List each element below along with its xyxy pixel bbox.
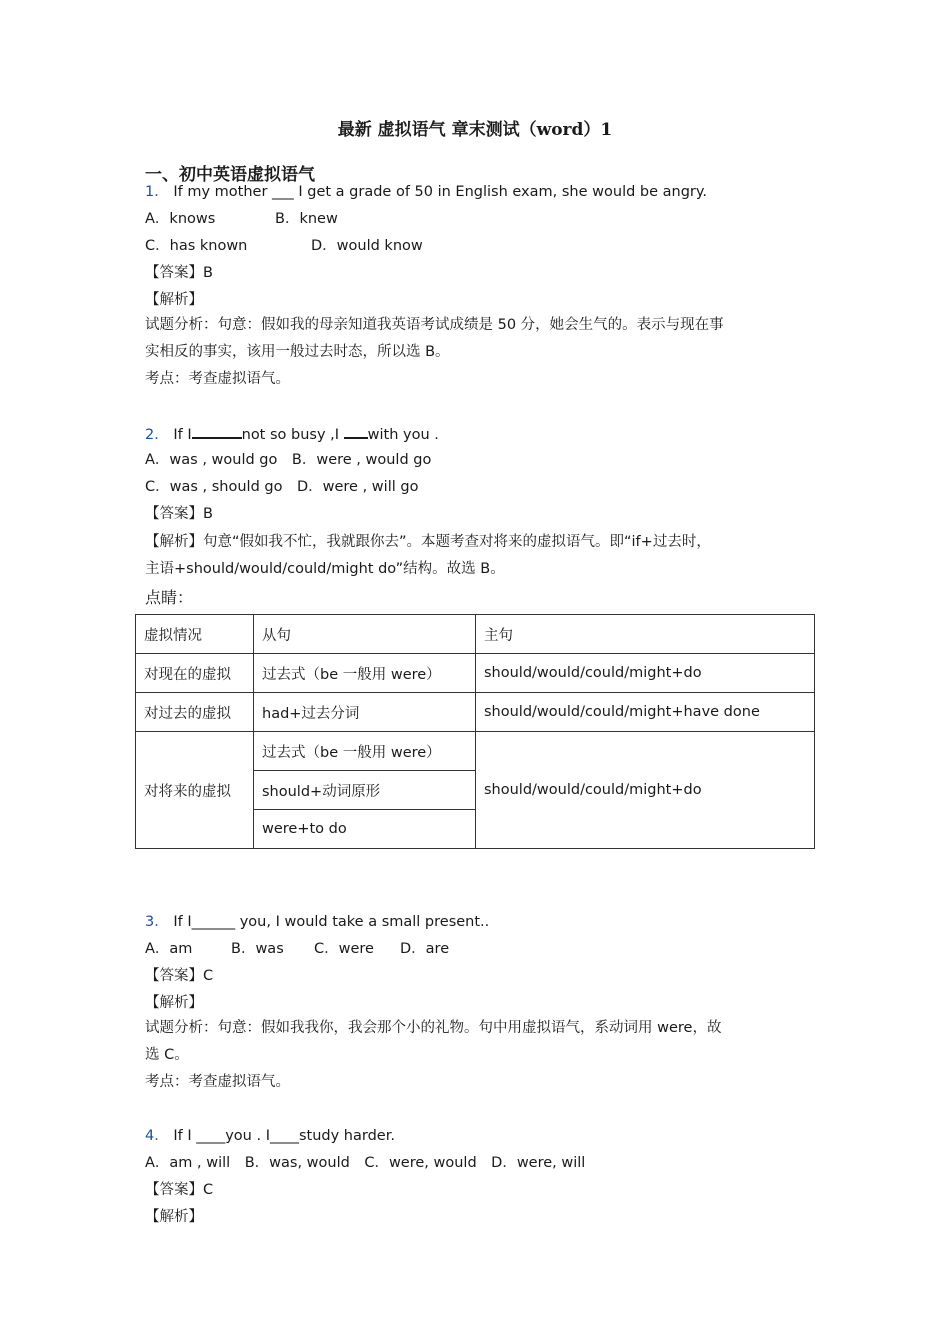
option-b: B．knew <box>275 211 338 227</box>
section-heading: 一、初中英语虚拟语气 <box>145 165 315 185</box>
table-cell: 对将来的虚拟 <box>136 732 254 849</box>
question-1-options-ab <box>145 209 338 229</box>
question-4-options: A．am , will B．was, would C．were, would D．were, will <box>145 1155 586 1171</box>
question-3-text: If I______ you, I would take a small present.. <box>173 914 490 930</box>
analysis-2-line-2: 主语+should/would/could/might do”结构。故选 B。 <box>145 561 505 577</box>
analysis-1-line-1: 试题分析：句意：假如我的母亲知道我英语考试成绩是 50 分，她会生气的。表示与现在事 <box>145 317 724 333</box>
question-1-text: If my mother ___ I get a grade of 50 in English exam, she would be angry. <box>173 184 708 200</box>
question-2-text-c: with you . <box>367 427 439 443</box>
table-cell: were+to do <box>254 810 476 849</box>
document-title: 最新 虚拟语气 章末测试（word）1 <box>337 120 613 140</box>
table-cell: should/would/could/might+do <box>476 732 815 849</box>
analysis-2-line-1: 【解析】句意“假如我不忙，我就跟你去”。本题考查对将来的虚拟语气。即“if+过去时， <box>145 534 711 550</box>
question-3 <box>145 912 489 932</box>
option-c: C．has known <box>145 238 248 254</box>
question-3-options <box>145 939 449 959</box>
option-b: B．was <box>231 941 284 957</box>
option-a: A．knows <box>145 211 216 227</box>
table-row <box>136 654 815 693</box>
option-a: A．am <box>145 941 193 957</box>
blank-2 <box>344 423 368 439</box>
table-header-clause: 从句 <box>254 615 476 654</box>
table-row <box>136 693 815 732</box>
table-cell: 对现在的虚拟 <box>136 654 254 693</box>
answer-2: 【答案】B <box>145 506 213 522</box>
table-cell: had+过去分词 <box>254 693 476 732</box>
question-3-number: 3． <box>145 914 169 930</box>
question-1-number: 1． <box>145 184 169 200</box>
question-2-text-a: If I <box>173 427 192 443</box>
answer-3: 【答案】C <box>145 968 214 984</box>
question-2-options-cd: C．was , should go D．were , will go <box>145 479 419 495</box>
subjunctive-table <box>135 614 815 849</box>
answer-1: 【答案】B <box>145 265 213 281</box>
table-cell: should/would/could/might+do <box>476 654 815 693</box>
table-row <box>136 615 815 654</box>
question-2-options-ab: A．was , would go B．were , would go <box>145 452 432 468</box>
table-cell: should/would/could/might+have done <box>476 693 815 732</box>
option-d: D．would know <box>311 238 423 254</box>
analysis-3-line-2: 选 C。 <box>145 1047 189 1063</box>
question-4-number: 4． <box>145 1128 169 1144</box>
table-cell: should+动词原形 <box>254 771 476 810</box>
question-1-options-cd <box>145 236 423 256</box>
question-1 <box>145 182 707 202</box>
table-cell: 过去式（be 一般用 were） <box>254 732 476 771</box>
question-4-text: If I ____you . I____study harder. <box>173 1128 395 1144</box>
analysis-label-4: 【解析】 <box>145 1209 203 1225</box>
table-header-main: 主句 <box>476 615 815 654</box>
table-header-situation: 虚拟情况 <box>136 615 254 654</box>
blank-1 <box>192 423 242 439</box>
analysis-3-line-1: 试题分析：句意：假如我我你，我会那个小的礼物。句中用虚拟语气，系动词用 were，故 <box>145 1020 722 1036</box>
point-1: 考点：考查虚拟语气。 <box>145 371 290 387</box>
option-d: D．are <box>400 941 450 957</box>
tip-label: 点睛： <box>145 588 194 607</box>
question-2-number: 2． <box>145 427 169 443</box>
question-2-text-b: not so busy ,I <box>241 427 340 443</box>
table-cell: 对过去的虚拟 <box>136 693 254 732</box>
option-c: C．were <box>314 941 374 957</box>
table-cell: 过去式（be 一般用 were） <box>254 654 476 693</box>
answer-4: 【答案】C <box>145 1182 214 1198</box>
question-2 <box>145 423 439 445</box>
table-row <box>136 732 815 771</box>
point-3: 考点：考查虚拟语气。 <box>145 1074 290 1090</box>
analysis-label-3: 【解析】 <box>145 995 203 1011</box>
analysis-1-line-2: 实相反的事实，该用一般过去时态，所以选 B。 <box>145 344 450 360</box>
question-4 <box>145 1126 395 1146</box>
analysis-label-1: 【解析】 <box>145 292 203 308</box>
